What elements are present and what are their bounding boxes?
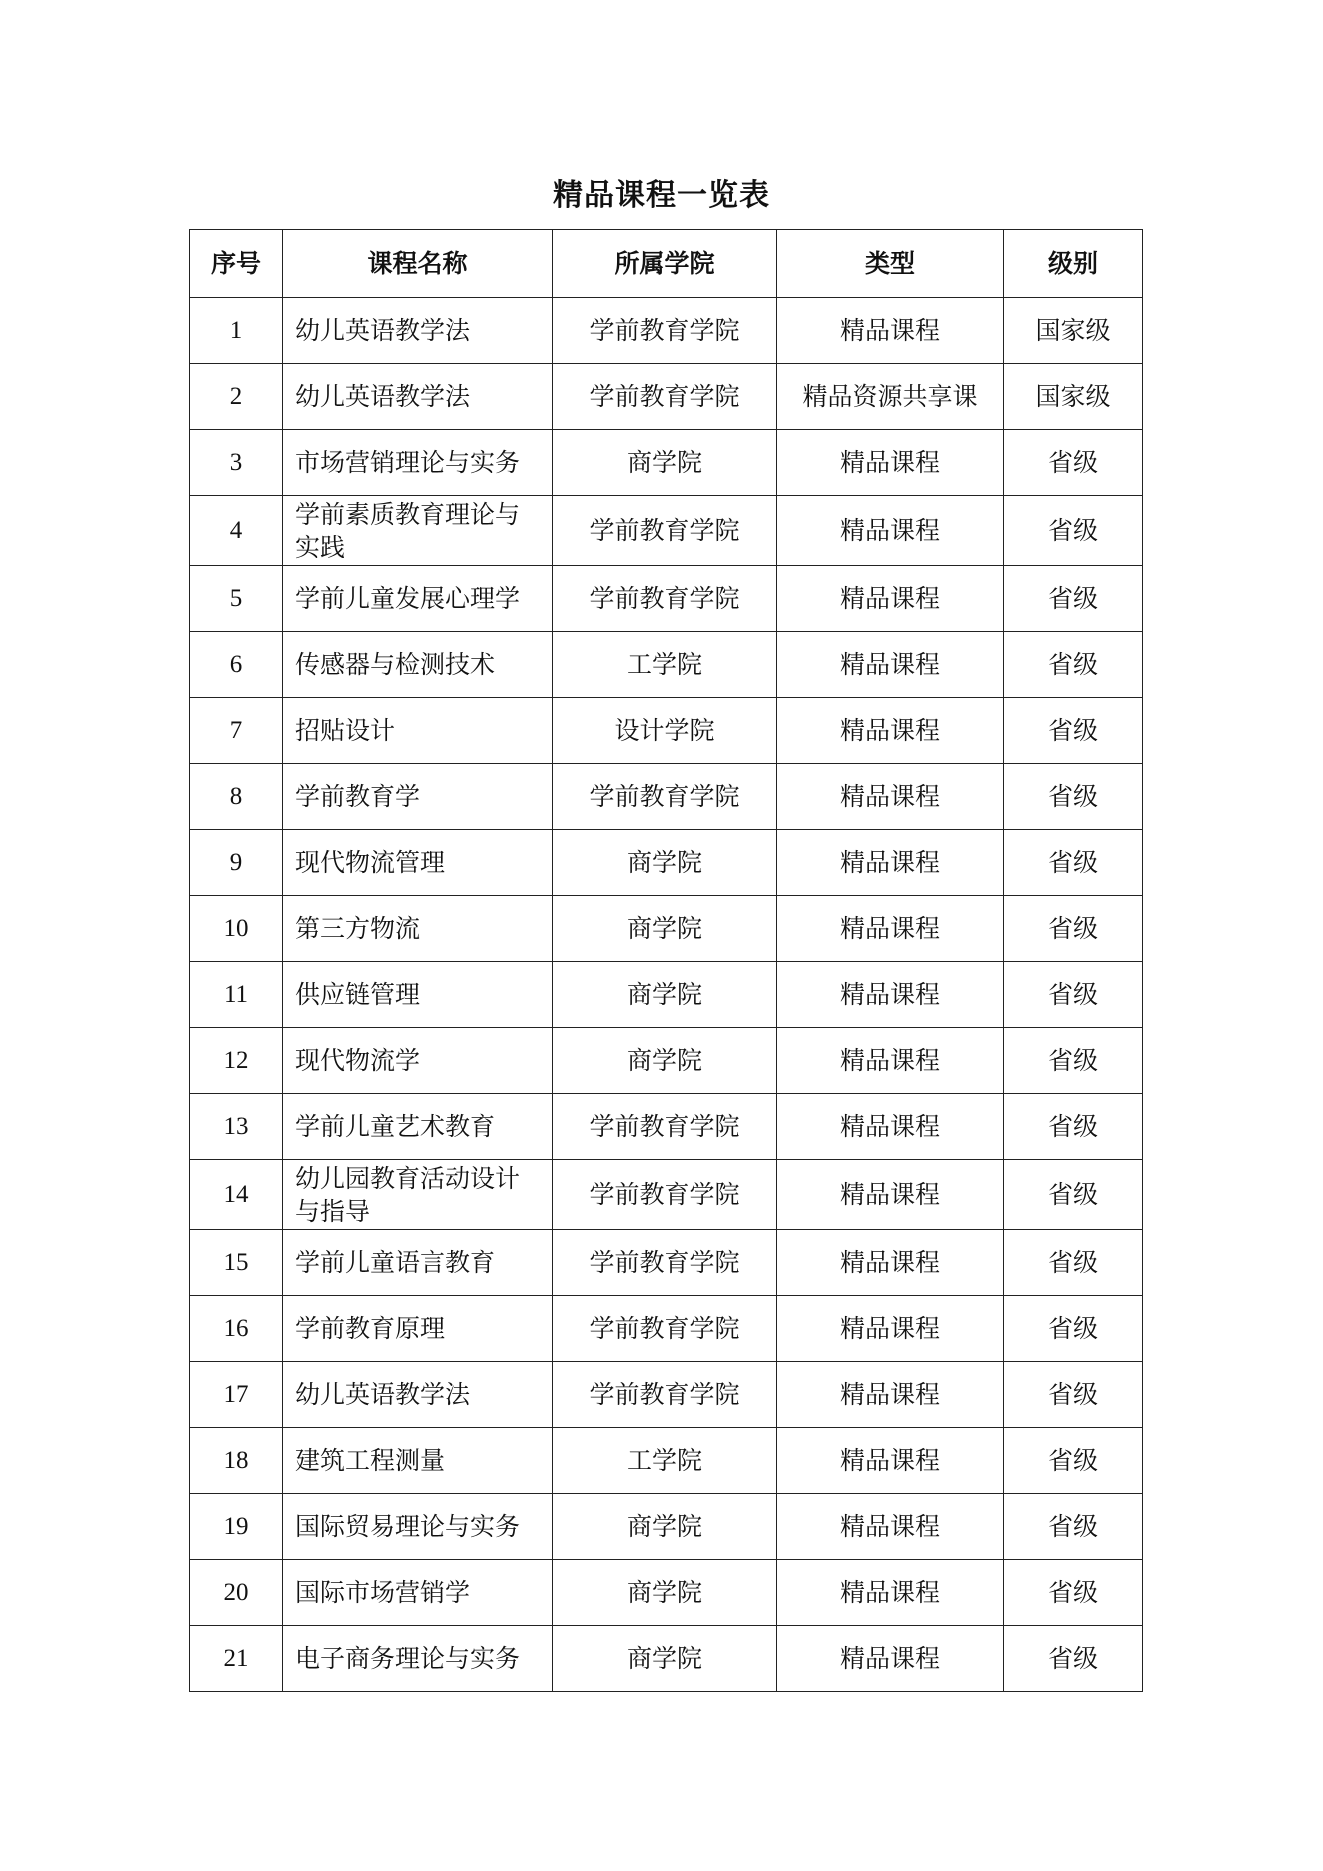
cell-course-name: 学前素质教育理论与实践 [283,496,553,566]
cell-level: 省级 [1004,1230,1143,1296]
cell-course-name: 幼儿英语教学法 [283,364,553,430]
cell-level: 省级 [1004,1362,1143,1428]
cell-type: 精品课程 [777,764,1004,830]
cell-course-name: 传感器与检测技术 [283,632,553,698]
table-row [190,1626,1143,1692]
cell-level: 省级 [1004,496,1143,566]
cell-course-name: 学前儿童语言教育 [283,1230,553,1296]
cell-course-name: 国际贸易理论与实务 [283,1494,553,1560]
cell-course-name: 招贴设计 [283,698,553,764]
cell-type: 精品课程 [777,1494,1004,1560]
cell-level: 国家级 [1004,364,1143,430]
cell-course-name: 第三方物流 [283,896,553,962]
cell-no: 6 [190,632,283,698]
cell-type: 精品课程 [777,1428,1004,1494]
cell-college: 学前教育学院 [553,496,777,566]
cell-course-name: 国际市场营销学 [283,1560,553,1626]
cell-no: 9 [190,830,283,896]
cell-no: 3 [190,430,283,496]
cell-type: 精品课程 [777,1296,1004,1362]
header-no: 序号 [190,230,283,298]
table-row [190,1094,1143,1160]
cell-no: 1 [190,298,283,364]
cell-type: 精品课程 [777,1362,1004,1428]
cell-level: 省级 [1004,962,1143,1028]
cell-college: 商学院 [553,1028,777,1094]
cell-no: 13 [190,1094,283,1160]
table-row [190,1230,1143,1296]
table-row [190,364,1143,430]
table-row [190,764,1143,830]
header-level: 级别 [1004,230,1143,298]
cell-college: 商学院 [553,830,777,896]
table-body [190,298,1143,1692]
cell-level: 省级 [1004,1626,1143,1692]
cell-college: 学前教育学院 [553,1160,777,1230]
cell-course-name: 市场营销理论与实务 [283,430,553,496]
table-row [190,1028,1143,1094]
cell-course-name: 现代物流学 [283,1028,553,1094]
cell-college: 工学院 [553,1428,777,1494]
cell-type: 精品课程 [777,896,1004,962]
cell-type: 精品课程 [777,962,1004,1028]
cell-type: 精品课程 [777,1094,1004,1160]
header-college: 所属学院 [553,230,777,298]
cell-college: 学前教育学院 [553,1362,777,1428]
cell-course-name: 学前儿童发展心理学 [283,566,553,632]
cell-college: 设计学院 [553,698,777,764]
table-row [190,1362,1143,1428]
cell-type: 精品课程 [777,1230,1004,1296]
cell-course-name: 幼儿英语教学法 [283,1362,553,1428]
cell-college: 商学院 [553,1560,777,1626]
table-row [190,1296,1143,1362]
cell-type: 精品资源共享课 [777,364,1004,430]
table-row [190,1428,1143,1494]
cell-no: 15 [190,1230,283,1296]
cell-type: 精品课程 [777,632,1004,698]
cell-type: 精品课程 [777,830,1004,896]
cell-type: 精品课程 [777,430,1004,496]
cell-no: 17 [190,1362,283,1428]
table-row [190,1494,1143,1560]
table-row [190,962,1143,1028]
table-row [190,430,1143,496]
cell-no: 2 [190,364,283,430]
cell-no: 5 [190,566,283,632]
cell-college: 学前教育学院 [553,298,777,364]
table-row [190,1160,1143,1230]
table-row [190,830,1143,896]
cell-college: 商学院 [553,430,777,496]
page-title: 精品课程一览表 [553,178,770,213]
table-row [190,632,1143,698]
cell-course-name: 建筑工程测量 [283,1428,553,1494]
cell-level: 省级 [1004,1428,1143,1494]
cell-level: 省级 [1004,566,1143,632]
cell-level: 省级 [1004,1494,1143,1560]
cell-college: 商学院 [553,1626,777,1692]
cell-level: 省级 [1004,764,1143,830]
table-row [190,1560,1143,1626]
cell-level: 省级 [1004,1160,1143,1230]
cell-type: 精品课程 [777,698,1004,764]
cell-no: 7 [190,698,283,764]
cell-course-name: 学前教育学 [283,764,553,830]
cell-level: 国家级 [1004,298,1143,364]
cell-level: 省级 [1004,1094,1143,1160]
cell-college: 工学院 [553,632,777,698]
cell-no: 8 [190,764,283,830]
table-row [190,896,1143,962]
cell-level: 省级 [1004,896,1143,962]
cell-no: 19 [190,1494,283,1560]
cell-college: 学前教育学院 [553,764,777,830]
cell-no: 14 [190,1160,283,1230]
cell-course-name: 电子商务理论与实务 [283,1626,553,1692]
cell-level: 省级 [1004,430,1143,496]
table-row [190,298,1143,364]
cell-college: 学前教育学院 [553,1094,777,1160]
cell-college: 商学院 [553,962,777,1028]
header-course-name: 课程名称 [283,230,553,298]
cell-level: 省级 [1004,1560,1143,1626]
cell-no: 20 [190,1560,283,1626]
cell-type: 精品课程 [777,1560,1004,1626]
cell-college: 商学院 [553,1494,777,1560]
cell-no: 11 [190,962,283,1028]
cell-level: 省级 [1004,1028,1143,1094]
cell-college: 商学院 [553,896,777,962]
cell-no: 16 [190,1296,283,1362]
table-header-row [190,230,1143,298]
header-type: 类型 [777,230,1004,298]
cell-no: 18 [190,1428,283,1494]
table-row [190,496,1143,566]
cell-level: 省级 [1004,830,1143,896]
cell-level: 省级 [1004,1296,1143,1362]
cell-no: 12 [190,1028,283,1094]
cell-course-name: 幼儿英语教学法 [283,298,553,364]
cell-no: 4 [190,496,283,566]
cell-level: 省级 [1004,698,1143,764]
cell-college: 学前教育学院 [553,364,777,430]
table-row [190,566,1143,632]
cell-type: 精品课程 [777,1028,1004,1094]
cell-course-name: 学前儿童艺术教育 [283,1094,553,1160]
course-table [189,229,1143,1692]
cell-course-name: 供应链管理 [283,962,553,1028]
cell-course-name: 学前教育原理 [283,1296,553,1362]
cell-college: 学前教育学院 [553,1230,777,1296]
cell-type: 精品课程 [777,298,1004,364]
cell-type: 精品课程 [777,1626,1004,1692]
cell-no: 21 [190,1626,283,1692]
cell-type: 精品课程 [777,496,1004,566]
table-row [190,698,1143,764]
cell-type: 精品课程 [777,1160,1004,1230]
cell-course-name: 现代物流管理 [283,830,553,896]
cell-level: 省级 [1004,632,1143,698]
cell-college: 学前教育学院 [553,1296,777,1362]
cell-course-name: 幼儿园教育活动设计与指导 [283,1160,553,1230]
cell-college: 学前教育学院 [553,566,777,632]
cell-no: 10 [190,896,283,962]
cell-type: 精品课程 [777,566,1004,632]
